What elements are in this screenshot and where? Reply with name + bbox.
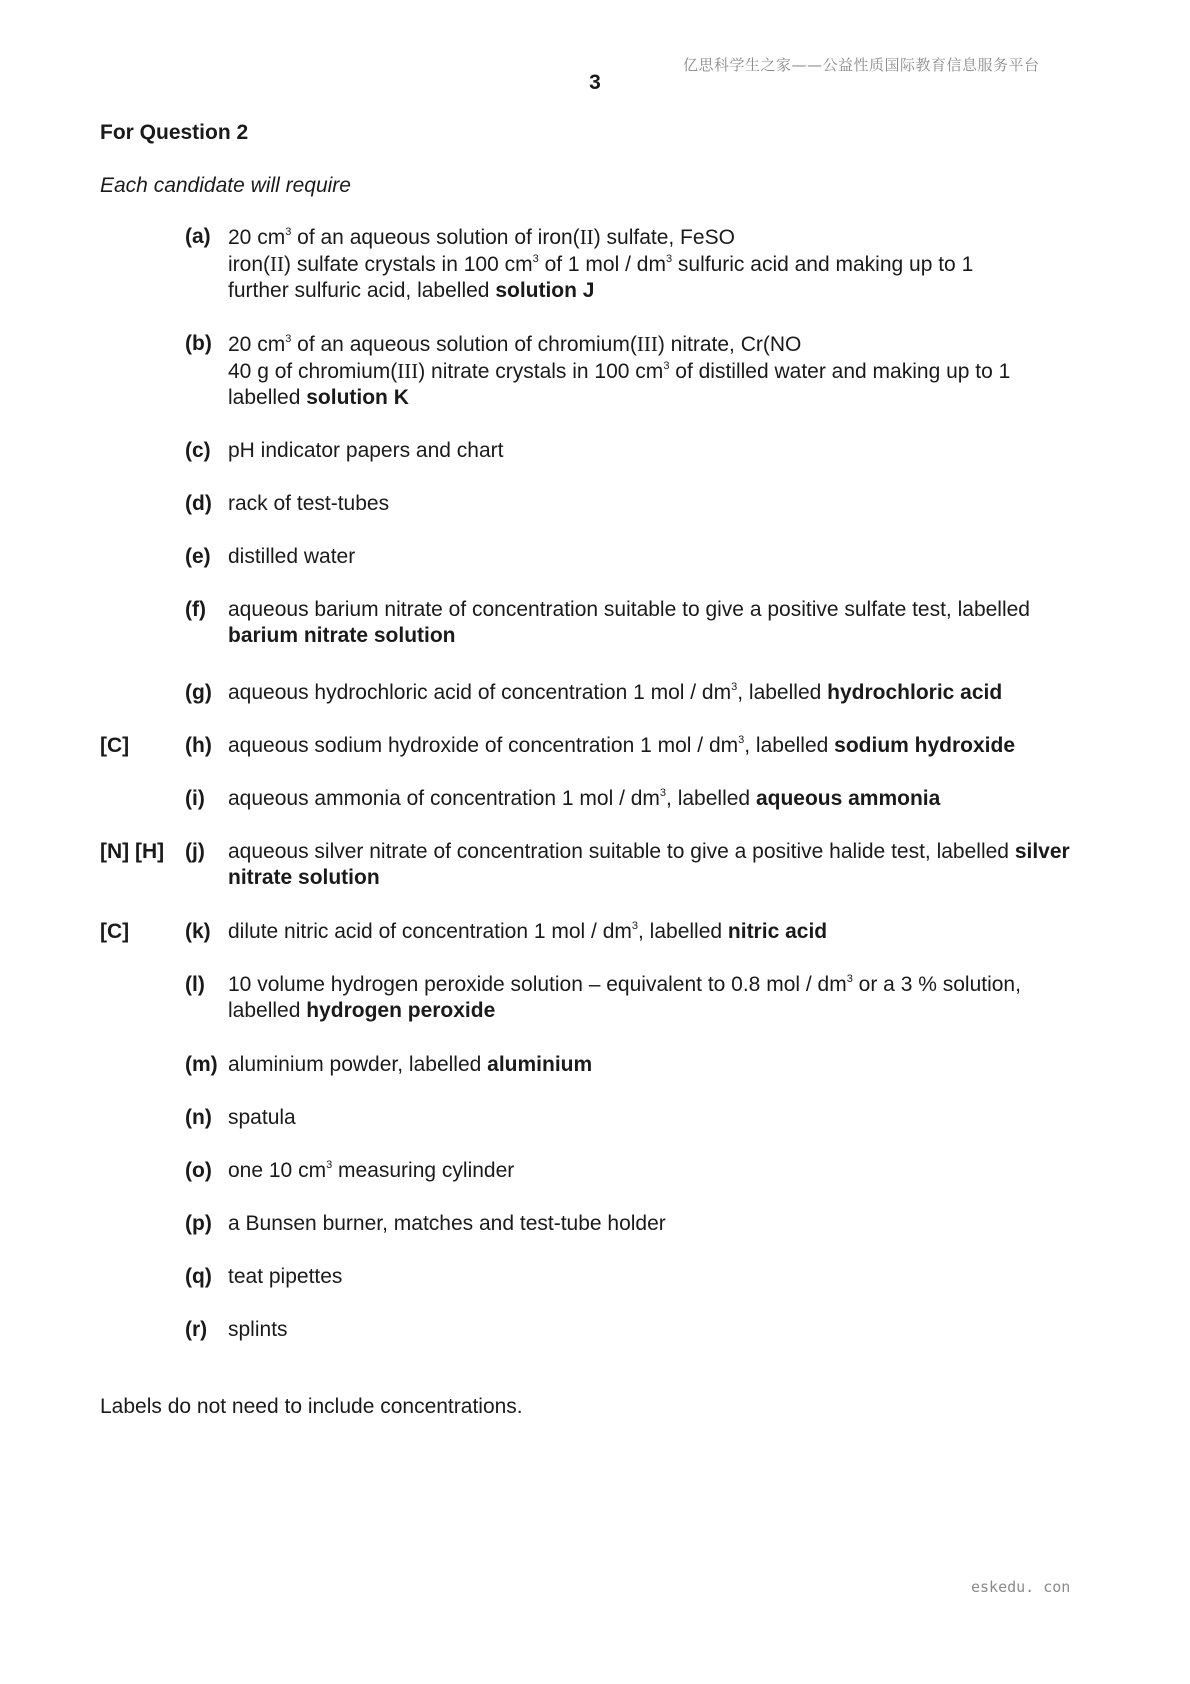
item-line [228, 385, 1098, 411]
text-run: ) nitrate crystals in 100 cm [418, 360, 664, 383]
item-text [228, 1264, 1098, 1290]
superscript: 3 [659, 787, 667, 799]
text-run: iron( [228, 253, 271, 276]
item-label-bold: sodium hydroxide [834, 734, 1016, 757]
superscript: 3 [663, 360, 670, 372]
text-run: ) sulfate, FeSO [593, 226, 735, 249]
item-text [228, 1158, 1098, 1184]
text-run: , labelled [666, 787, 756, 810]
superscript: 3 [846, 973, 853, 985]
superscript: 3 [285, 226, 292, 238]
item-letter: (d) [185, 492, 212, 515]
item-line [228, 1052, 1098, 1078]
text-run: of distilled water and making up to 1 [669, 360, 1011, 383]
item-letter: (o) [185, 1159, 212, 1182]
item-label-bold: hydrogen peroxide [306, 999, 496, 1022]
item-line: pH indicator papers and chart [228, 439, 504, 462]
superscript: 3 [738, 734, 745, 746]
item-text [228, 224, 1098, 304]
item-letter: (r) [185, 1318, 208, 1341]
item-line [228, 919, 1098, 945]
item-line: spatula [228, 1106, 296, 1129]
item-line [228, 786, 1098, 812]
item-letter: (b) [185, 332, 212, 355]
watermark-top: 亿思科学生之家——公益性质国际教育信息服务平台 [683, 56, 1040, 74]
item-tag: [C] [100, 734, 130, 757]
item-line [228, 331, 1098, 358]
item-letter: (q) [185, 1265, 212, 1288]
text-run: aqueous ammonia of concentration 1 mol / dm [228, 787, 660, 810]
item-label-bold: barium nitrate solution [228, 624, 456, 647]
text-run: one 10 cm [228, 1159, 327, 1182]
item-line [228, 358, 1098, 385]
item-text [228, 1052, 1098, 1078]
item-label-bold: solution J [495, 279, 595, 302]
text-run: aluminium powder, labelled [228, 1053, 488, 1076]
roman-numeral: II [579, 225, 594, 249]
text-run: dilute nitric acid of concentration 1 mol / dm [228, 920, 632, 943]
text-run: aqueous sodium hydroxide of concentration 1 mol / dm [228, 734, 739, 757]
item-letter: (l) [185, 973, 205, 996]
superscript: 3 [285, 333, 292, 345]
item-letter: (m) [185, 1053, 218, 1076]
superscript: 3 [631, 920, 638, 932]
text-run: measuring cylinder [332, 1159, 515, 1182]
item-text [228, 438, 1098, 464]
item-line: distilled water [228, 545, 356, 568]
superscript: 3 [665, 253, 673, 265]
item-text [228, 786, 1098, 812]
item-text [228, 491, 1098, 517]
page-number: 3 [589, 71, 601, 94]
watermark-bottom: eskedu. con [971, 1578, 1071, 1596]
question-heading: For Question 2 [100, 121, 249, 144]
item-letter: (f) [185, 598, 206, 621]
superscript: 3 [532, 253, 539, 265]
item-tag: [N] [H] [100, 840, 165, 863]
item-letter: (i) [185, 787, 205, 810]
text-run: or a 3 % solution, [852, 973, 1021, 996]
item-text [228, 544, 1098, 570]
item-letter: (p) [185, 1212, 212, 1235]
item-text [228, 680, 1098, 706]
item-line [228, 224, 1098, 251]
item-text [228, 1211, 1098, 1237]
text-run: , labelled [638, 920, 728, 943]
text-run: 10 volume hydrogen peroxide solution – equivalent to 0.8 mol / dm [228, 973, 847, 996]
text-run: 20 cm [228, 333, 286, 356]
text-run: further sulfuric acid, labelled [228, 279, 496, 302]
item-label-bold: silver [1014, 840, 1070, 863]
item-line [228, 839, 1098, 865]
item-label-bold: aqueous ammonia [755, 787, 941, 810]
item-label-bold: nitric acid [727, 920, 828, 943]
item-text [228, 972, 1098, 1024]
roman-numeral: III [397, 359, 419, 383]
item-text [228, 919, 1098, 945]
item-text [228, 1105, 1098, 1131]
item-text [228, 839, 1098, 891]
text-run: ) sulfate crystals in 100 cm [284, 253, 533, 276]
item-line [228, 251, 1098, 278]
item-letter: (n) [185, 1106, 212, 1129]
item-letter: (a) [185, 225, 211, 248]
item-line [228, 972, 1098, 998]
item-line: teat pipettes [228, 1265, 343, 1288]
text-run: of 1 mol / dm [538, 253, 666, 276]
item-label-bold: hydrochloric acid [827, 681, 1003, 704]
item-line [228, 865, 1098, 891]
text-run: of an aqueous solution of chromium( [291, 333, 637, 356]
item-text [228, 331, 1098, 411]
item-line [228, 1158, 1098, 1184]
text-run: ) nitrate, Cr(NO [657, 333, 802, 356]
text-run: of an aqueous solution of iron( [291, 226, 580, 249]
item-letter: (k) [185, 920, 211, 943]
intro-text: Each candidate will require [100, 174, 351, 197]
item-tag: [C] [100, 920, 130, 943]
item-line [228, 680, 1098, 706]
item-line [228, 733, 1098, 759]
superscript: 3 [731, 681, 738, 693]
text-run: 40 g of chromium( [228, 360, 398, 383]
roman-numeral: III [636, 332, 658, 356]
item-text [228, 597, 1098, 649]
text-run: sulfuric acid and making up to 1 [672, 253, 974, 276]
item-line: aqueous barium nitrate of concentration suitable to give a positive sulfate test, labelled [228, 598, 1030, 621]
item-letter: (h) [185, 734, 212, 757]
item-line [228, 623, 1098, 649]
text-run: 20 cm [228, 226, 286, 249]
text-run: aqueous hydrochloric acid of concentration 1 mol / dm [228, 681, 732, 704]
item-line: a Bunsen burner, matches and test-tube holder [228, 1212, 666, 1235]
item-line [228, 278, 1098, 304]
roman-numeral: II [270, 252, 285, 276]
superscript: 3 [326, 1159, 333, 1171]
item-line: splints [228, 1318, 288, 1341]
item-letter: (j) [185, 840, 205, 863]
item-line: rack of test-tubes [228, 492, 390, 515]
text-run: labelled [228, 999, 307, 1022]
footer-note: Labels do not need to include concentrations. [100, 1395, 523, 1418]
item-label-bold: nitrate solution [228, 866, 380, 889]
item-label-bold: solution K [306, 386, 409, 409]
text-run: labelled [228, 386, 307, 409]
item-label-bold: aluminium [487, 1053, 593, 1076]
text-run: aqueous silver nitrate of concentration suitable to give a positive halide test, labelled [228, 840, 1009, 863]
item-text [228, 733, 1098, 759]
item-text [228, 1317, 1098, 1343]
text-run: , labelled [744, 734, 835, 757]
item-letter: (e) [185, 545, 211, 568]
item-letter: (c) [185, 439, 211, 462]
item-line [228, 998, 1098, 1024]
text-run: , labelled [737, 681, 828, 704]
item-letter: (g) [185, 681, 212, 704]
